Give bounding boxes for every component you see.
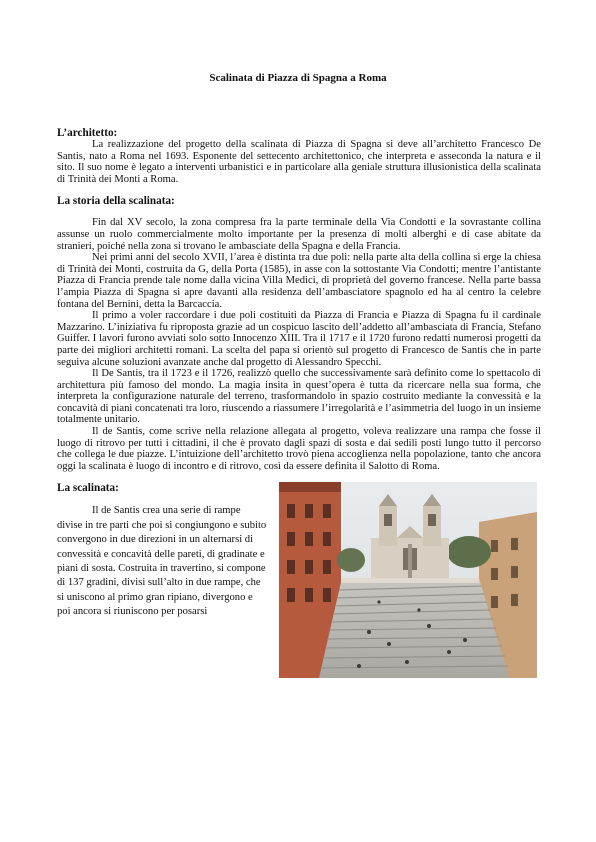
paragraph: Nei primi anni del secolo XVII, l’area è distinta tra due poli: nella parte alta della collina si erge la chiesa di Trinità dei Monti, costruita da G, della Porta (1585), in asse con la sottostante Via Condotti; mentre l’antistante Piazza di Francia prende tale nome dalla vicina Villa Medici, di proprietà del governo francese. Nella parte bassa l’ampia Piazza di Spagna si apre davanti alla residenza dell’ambasciatore spagnolo ed ha al centro la celebre fontana del Bernini, detta la Barcaccia. xyxy=(57,252,541,310)
paragraph: Il de Santis crea una serie di rampe divise in tre parti che poi si congiungono e subito convergono in due direzioni in un alternarsi di convessità e concavità delle pareti, di gradinate e piani di sosta. Costruita in travertino, si compone di 137 gradini, divisi sull’alto in due rampe, che si uniscono al primo gran ripiano, divergono e poi ancora si riuniscono per posarsi xyxy=(57,505,267,618)
paragraph: Il de Santis, come scrive nella relazione allegata al progetto, voleva realizzare una rampa che fosse il luogo di ritrovo per tutti i cittadini, il che è provato dagli spazi di sosta e dai sedili posti lungo tutto il percorso che collega le due piazze. L’intuizione dell’architetto trovò piena accoglienza nella popolazione, tanto che ancora oggi la scalinata è luogo di incontro e di ritrovo, così da essere definita il Salotto di Roma. xyxy=(57,426,541,472)
section-heading-architetto: L’architetto: xyxy=(57,127,118,139)
document-body xyxy=(57,127,541,620)
paragraph: Il De Santis, tra il 1723 e il 1726, realizzò quello che successivamente sarà definito come lo spettacolo di architettura più famoso del mondo. La magia insita in quest’opera è tutta da ricercare nella sua forma, che interpreta la configurazione naturale del terreno, trasformandolo in spazio costruito mediante la convessità e la concavità di piani concatenati tra loro, riuscendo a riassumere l’irregolarità e l’asimmetria del luogo in un insieme totalmente unitario. xyxy=(57,368,541,426)
paragraph: Fin dal XV secolo, la zona compresa fra la parte terminale della Via Condotti e la sovrastante collina assunse un ruolo commercialmente molto importante per la presenza di molti alberghi e di case abitate da stranieri, poiché nella zona si trovano le ambasciate della Spagna e della Francia. xyxy=(57,217,541,252)
paragraph: Il primo a voler raccordare i due poli costituiti da Piazza di Francia e Piazza di Spagna fu il cardinale Mazzarino. L’iniziativa fu riproposta grazie ad un cospicuo lascito dell’addetto all’ambasciata di Francia, Stefano Guiffer. I lavori furono avviati solo sotto Innocenzo XIII. Tra il 1717 e il 1720 furono redatti numerosi progetti da parte dei migliori architetti romani. La scelta del papa si orientò sul progetto di Francesco de Santis che in parte seguiva alcune soluzioni avanzate anche dal progetto di Alessandro Specchi. xyxy=(57,310,541,368)
scalinata-section xyxy=(57,482,541,619)
spanish-steps-photo xyxy=(279,482,537,678)
document-title: Scalinata di Piazza di Spagna a Roma xyxy=(209,72,387,84)
section-heading-storia: La storia della scalinata: xyxy=(57,195,175,208)
section-heading-scalinata: La scalinata: xyxy=(57,482,119,495)
paragraph: La realizzazione del progetto della scalinata di Piazza di Spagna si deve all’architetto Francesco De Santis, nato a Roma nel 1693. Esponente del settecento architettonico, che interpreta e asseconda la natura e il sito. Il suo nome è legato a interventi urbanistici e in particolare alla geniale struttura illusionistica della scalinata di Trinità dei Monti a Roma. xyxy=(57,139,541,185)
